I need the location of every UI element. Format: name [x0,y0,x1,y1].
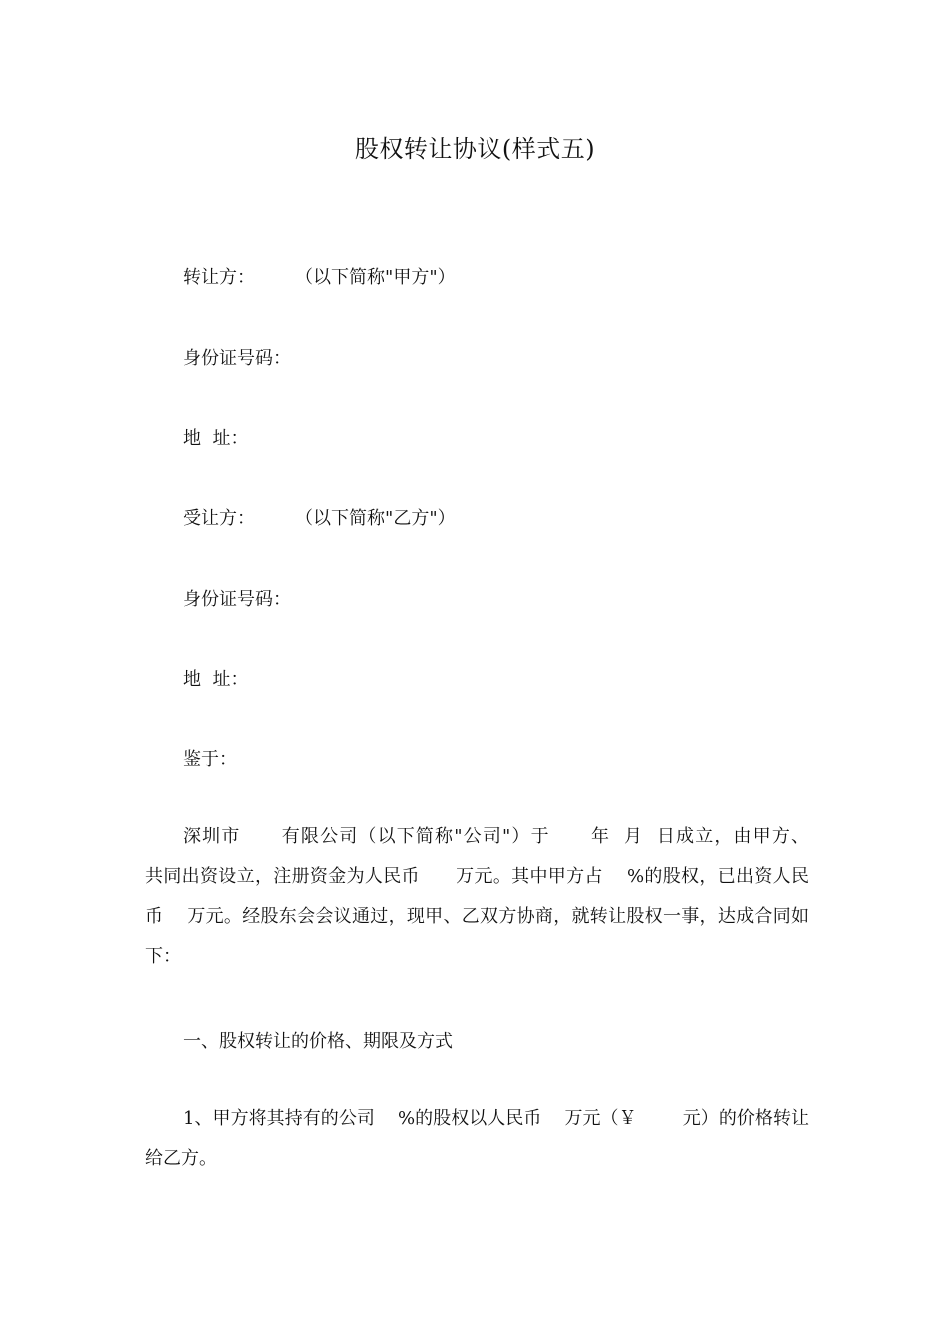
document-title: 股权转让协议(样式五) [354,135,596,163]
transferor-id-line: 身份证号码： [183,348,291,369]
transferor-line: 转让方： （以下简称"甲方"） [183,267,456,288]
transferee-line: 受让方： （以下简称"乙方"） [183,508,456,529]
transferor-address-line: 地 址： [183,428,249,449]
transferee-id-line: 身份证号码： [183,589,291,610]
whereas-label: 鉴于： [183,749,237,770]
transferee-address-line: 地 址： [183,669,249,690]
clause-1-1: 1、甲方将其持有的公司 %的股权以人民币 万元（￥ 元）的价格转让给乙方。 [145,1108,809,1169]
background-paragraph: 深圳市 有限公司（以下简称"公司"）于 年 月 日成立，由甲方、 共同出资设立，注册资金为人民币 万元。其中甲方占 %的股权，已出资人民币 万元。经股东会会议通过，现甲、乙双方协商，就转让股权一事，达成合同如下： [145,826,850,967]
section-1-heading: 一、股权转让的价格、期限及方式 [183,1031,453,1052]
